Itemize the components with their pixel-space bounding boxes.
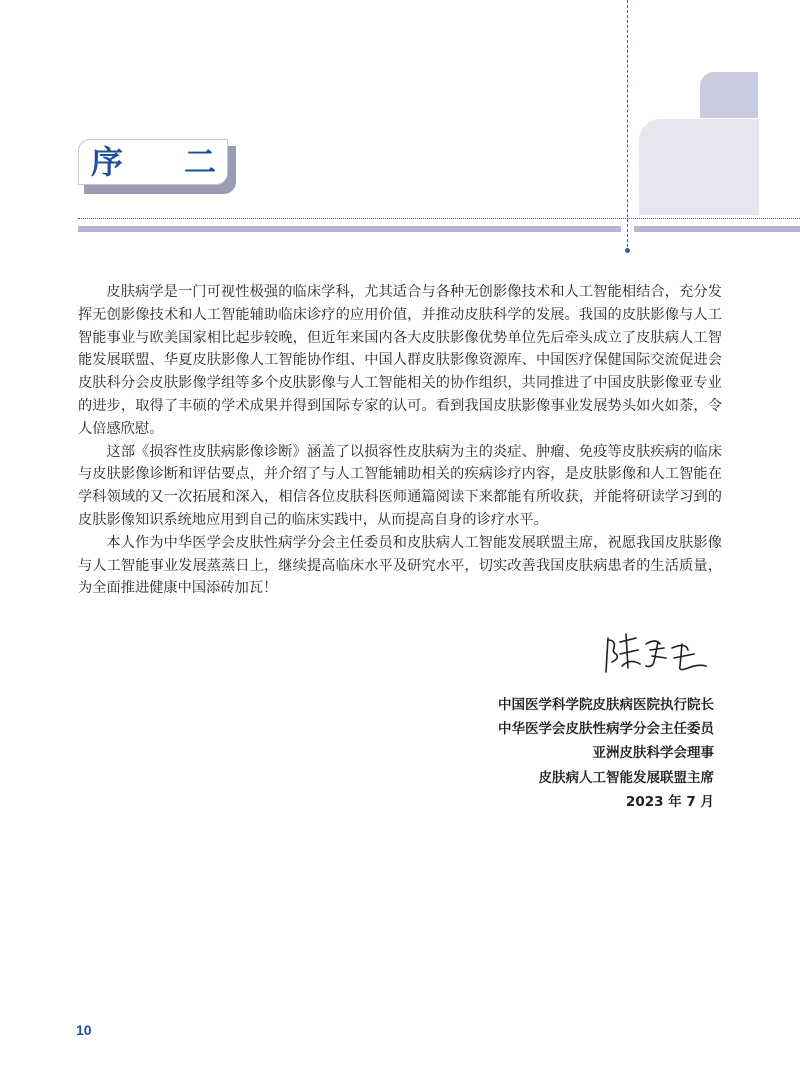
handwritten-signature: [602, 628, 712, 678]
signature-block: [498, 693, 714, 814]
decorative-square-light: [639, 119, 759, 215]
page-number: 10: [76, 1022, 92, 1038]
signature-date: 2023 年 7 月: [625, 793, 714, 810]
horizontal-dotted-line: [78, 218, 800, 219]
preface-body: [78, 281, 722, 600]
paragraph: 本人作为中华医学会皮肤性病学分会主任委员和皮肤病人工智能发展联盟主席，祝愿我国皮肤影像与人工智能事业发展蒸蒸日上，继续提高临床水平及研究水平，切实改善我国皮肤病患者的生活质量，为全面推进健康中国添砖加瓦！: [78, 534, 722, 597]
paragraph: 这部《损容性皮肤病影像诊断》涵盖了以损容性皮肤病为主的炎症、肿瘤、免疫等皮肤疾病的临床与皮肤影像诊断和评估要点，并介绍了与人工智能辅助相关的疾病诊疗内容，是皮肤影像和人工智能在学科领域的又一次拓展和深入，相信各位皮肤科医师通篇阅读下来都能有所收获，并能将研读学习到的皮肤影像知识系统地应用到自己的临床实践中，从而提高自身的诊疗水平。: [78, 443, 722, 528]
page-title-char-1: 序: [91, 143, 124, 181]
signer-title: 皮肤病人工智能发展联盟主席: [538, 769, 714, 786]
header-bar-left: [78, 226, 621, 232]
signer-title: 中华医学会皮肤性病学分会主任委员: [498, 721, 714, 738]
page-title-char-2: 二: [184, 143, 217, 181]
signer-title: 亚洲皮肤科学会理事: [592, 745, 714, 762]
decorative-square-dark: [700, 72, 758, 118]
header-bar-right: [634, 226, 800, 232]
vertical-dashed-line: [627, 0, 628, 252]
paragraph: 皮肤病学是一门可视性极强的临床学科，尤其适合与各种无创影像技术和人工智能相结合，充分发挥无创影像技术和人工智能辅助临床诊疗的应用价值，并推动皮肤科学的发展。我国的皮肤影像与人工智能事业与欧美国家相比起步较晚，但近年来国内各大皮肤影像优势单位先后牵头成立了皮肤病人工智能发展联盟、华夏皮肤影像人工智能协作组、中国人群皮肤影像资源库、中国医疗保健国际交流促进会皮肤科分会皮肤影像学组等多个皮肤影像与人工智能相关的协作组织，共同推进了中国皮肤影像亚专业的进步，取得了丰硕的学术成果并得到国际专家的认可。看到我国皮肤影像事业发展势头如火如荼，令人倍感欣慰。: [78, 284, 722, 437]
line-end-dot: [625, 248, 630, 253]
signer-title: 中国医学科学院皮肤病医院执行院长: [498, 697, 714, 713]
